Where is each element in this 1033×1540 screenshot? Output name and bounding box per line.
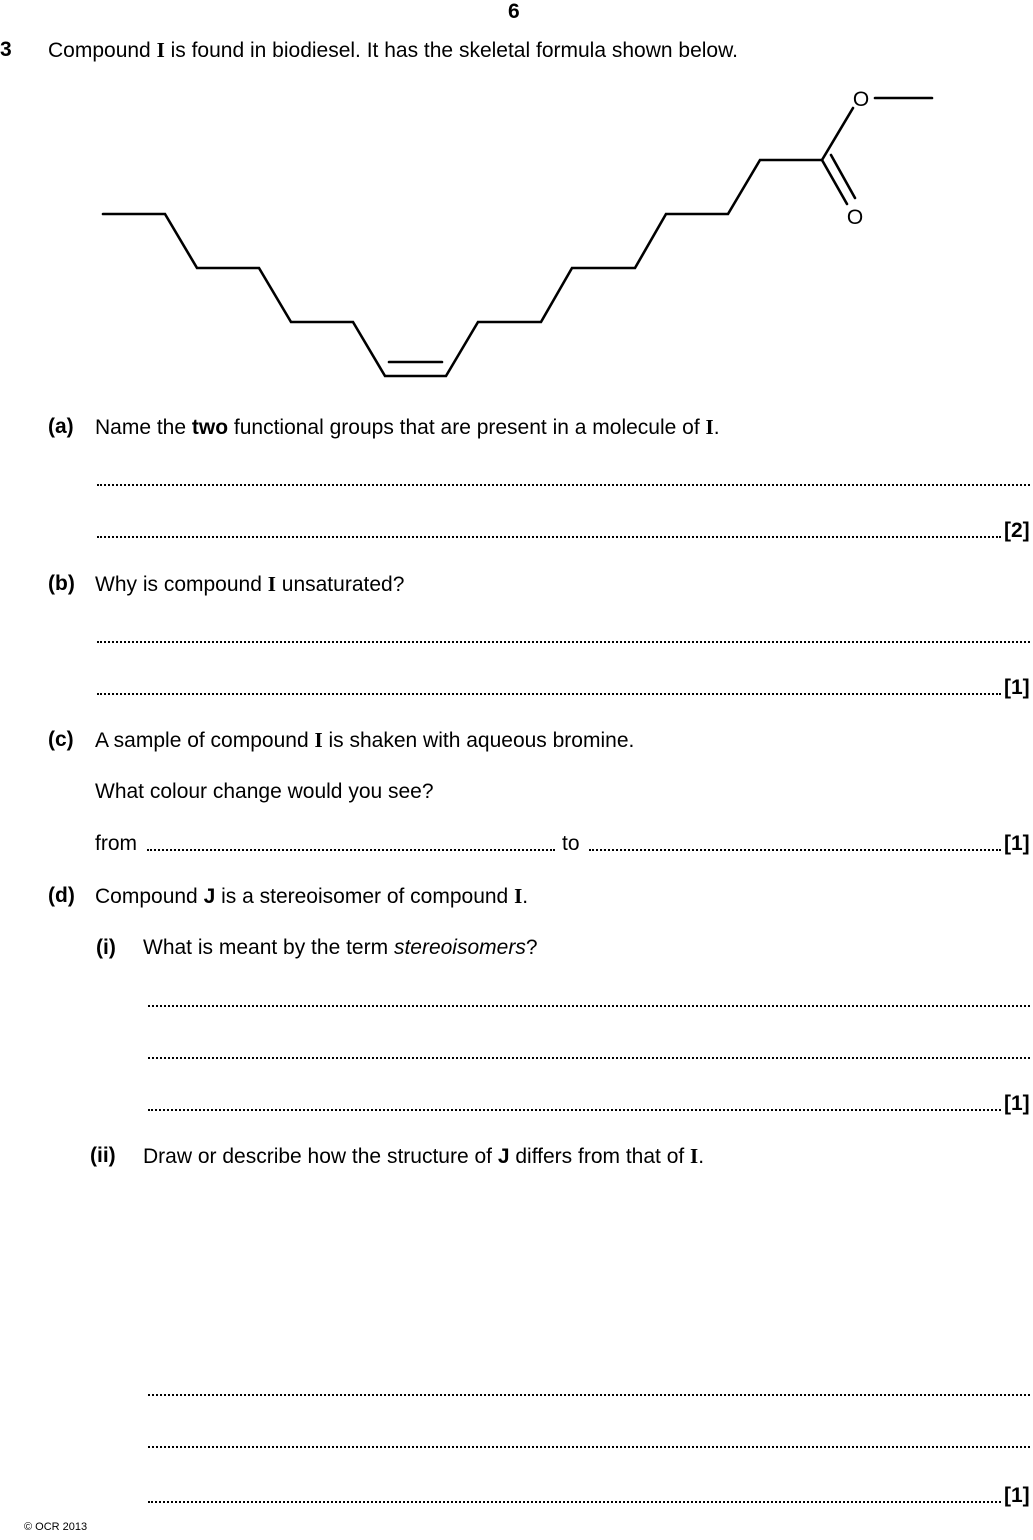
ester-single-bond (822, 108, 853, 160)
answer-line-a2[interactable] (97, 536, 1001, 538)
answer-from-colour[interactable] (147, 849, 555, 851)
carbonyl-bond (822, 160, 847, 204)
page-number: 6 (508, 0, 520, 23)
part-d-i-label: (i) (96, 936, 116, 959)
part-a-text: Name the two functional groups that are present in a molecule of I. (95, 415, 720, 439)
answer-line-d-i-2[interactable] (148, 1057, 1030, 1059)
marks-d-i: [1] (1004, 1092, 1030, 1115)
oxygen-single: O (852, 88, 870, 111)
part-b-label: (b) (48, 572, 75, 595)
answer-line-d-ii-1[interactable] (148, 1394, 1030, 1396)
drawing-space[interactable] (143, 1175, 1030, 1365)
part-d-ii-text: Draw or describe how the structure of J differs from that of I. (143, 1144, 705, 1168)
skeletal-formula (0, 0, 1033, 400)
compound-i-label: I (156, 38, 165, 62)
answer-line-a1[interactable] (97, 484, 1030, 486)
part-a-label: (a) (48, 415, 74, 438)
marks-b: [1] (1004, 676, 1030, 699)
copyright: © OCR 2013 (24, 1521, 88, 1533)
carbon-chain (103, 160, 822, 376)
answer-line-d-ii-2[interactable] (148, 1446, 1030, 1448)
marks-c: [1] (1004, 832, 1030, 855)
question-intro: Compound I is found in biodiesel. It has the skeletal formula shown below. (48, 38, 738, 62)
answer-to-colour[interactable] (589, 849, 1001, 851)
part-d-ii-label: (ii) (90, 1144, 116, 1167)
oxygen-double: O (846, 206, 864, 229)
part-c-question: What colour change would you see? (95, 780, 434, 803)
answer-line-d-i-1[interactable] (148, 1005, 1030, 1007)
answer-line-b2[interactable] (97, 693, 1001, 695)
part-c-text: A sample of compound I is shaken with aqueous bromine. (95, 728, 635, 752)
part-c-label: (c) (48, 728, 74, 751)
carbonyl-bond-second (831, 155, 855, 198)
part-d-text: Compound J is a stereoisomer of compound I. (95, 884, 529, 908)
answer-line-d-i-3[interactable] (148, 1109, 1001, 1111)
marks-a: [2] (1004, 519, 1030, 542)
part-d-i-text: What is meant by the term stereoisomers? (143, 936, 538, 959)
question-number: 3 (0, 38, 12, 61)
answer-line-b1[interactable] (97, 641, 1030, 643)
part-b-text: Why is compound I unsaturated? (95, 572, 405, 596)
from-label: from (95, 832, 137, 855)
answer-line-d-ii-3[interactable] (148, 1501, 1001, 1503)
part-d-label: (d) (48, 884, 75, 907)
to-label: to (562, 832, 580, 855)
marks-d-ii: [1] (1004, 1484, 1030, 1507)
